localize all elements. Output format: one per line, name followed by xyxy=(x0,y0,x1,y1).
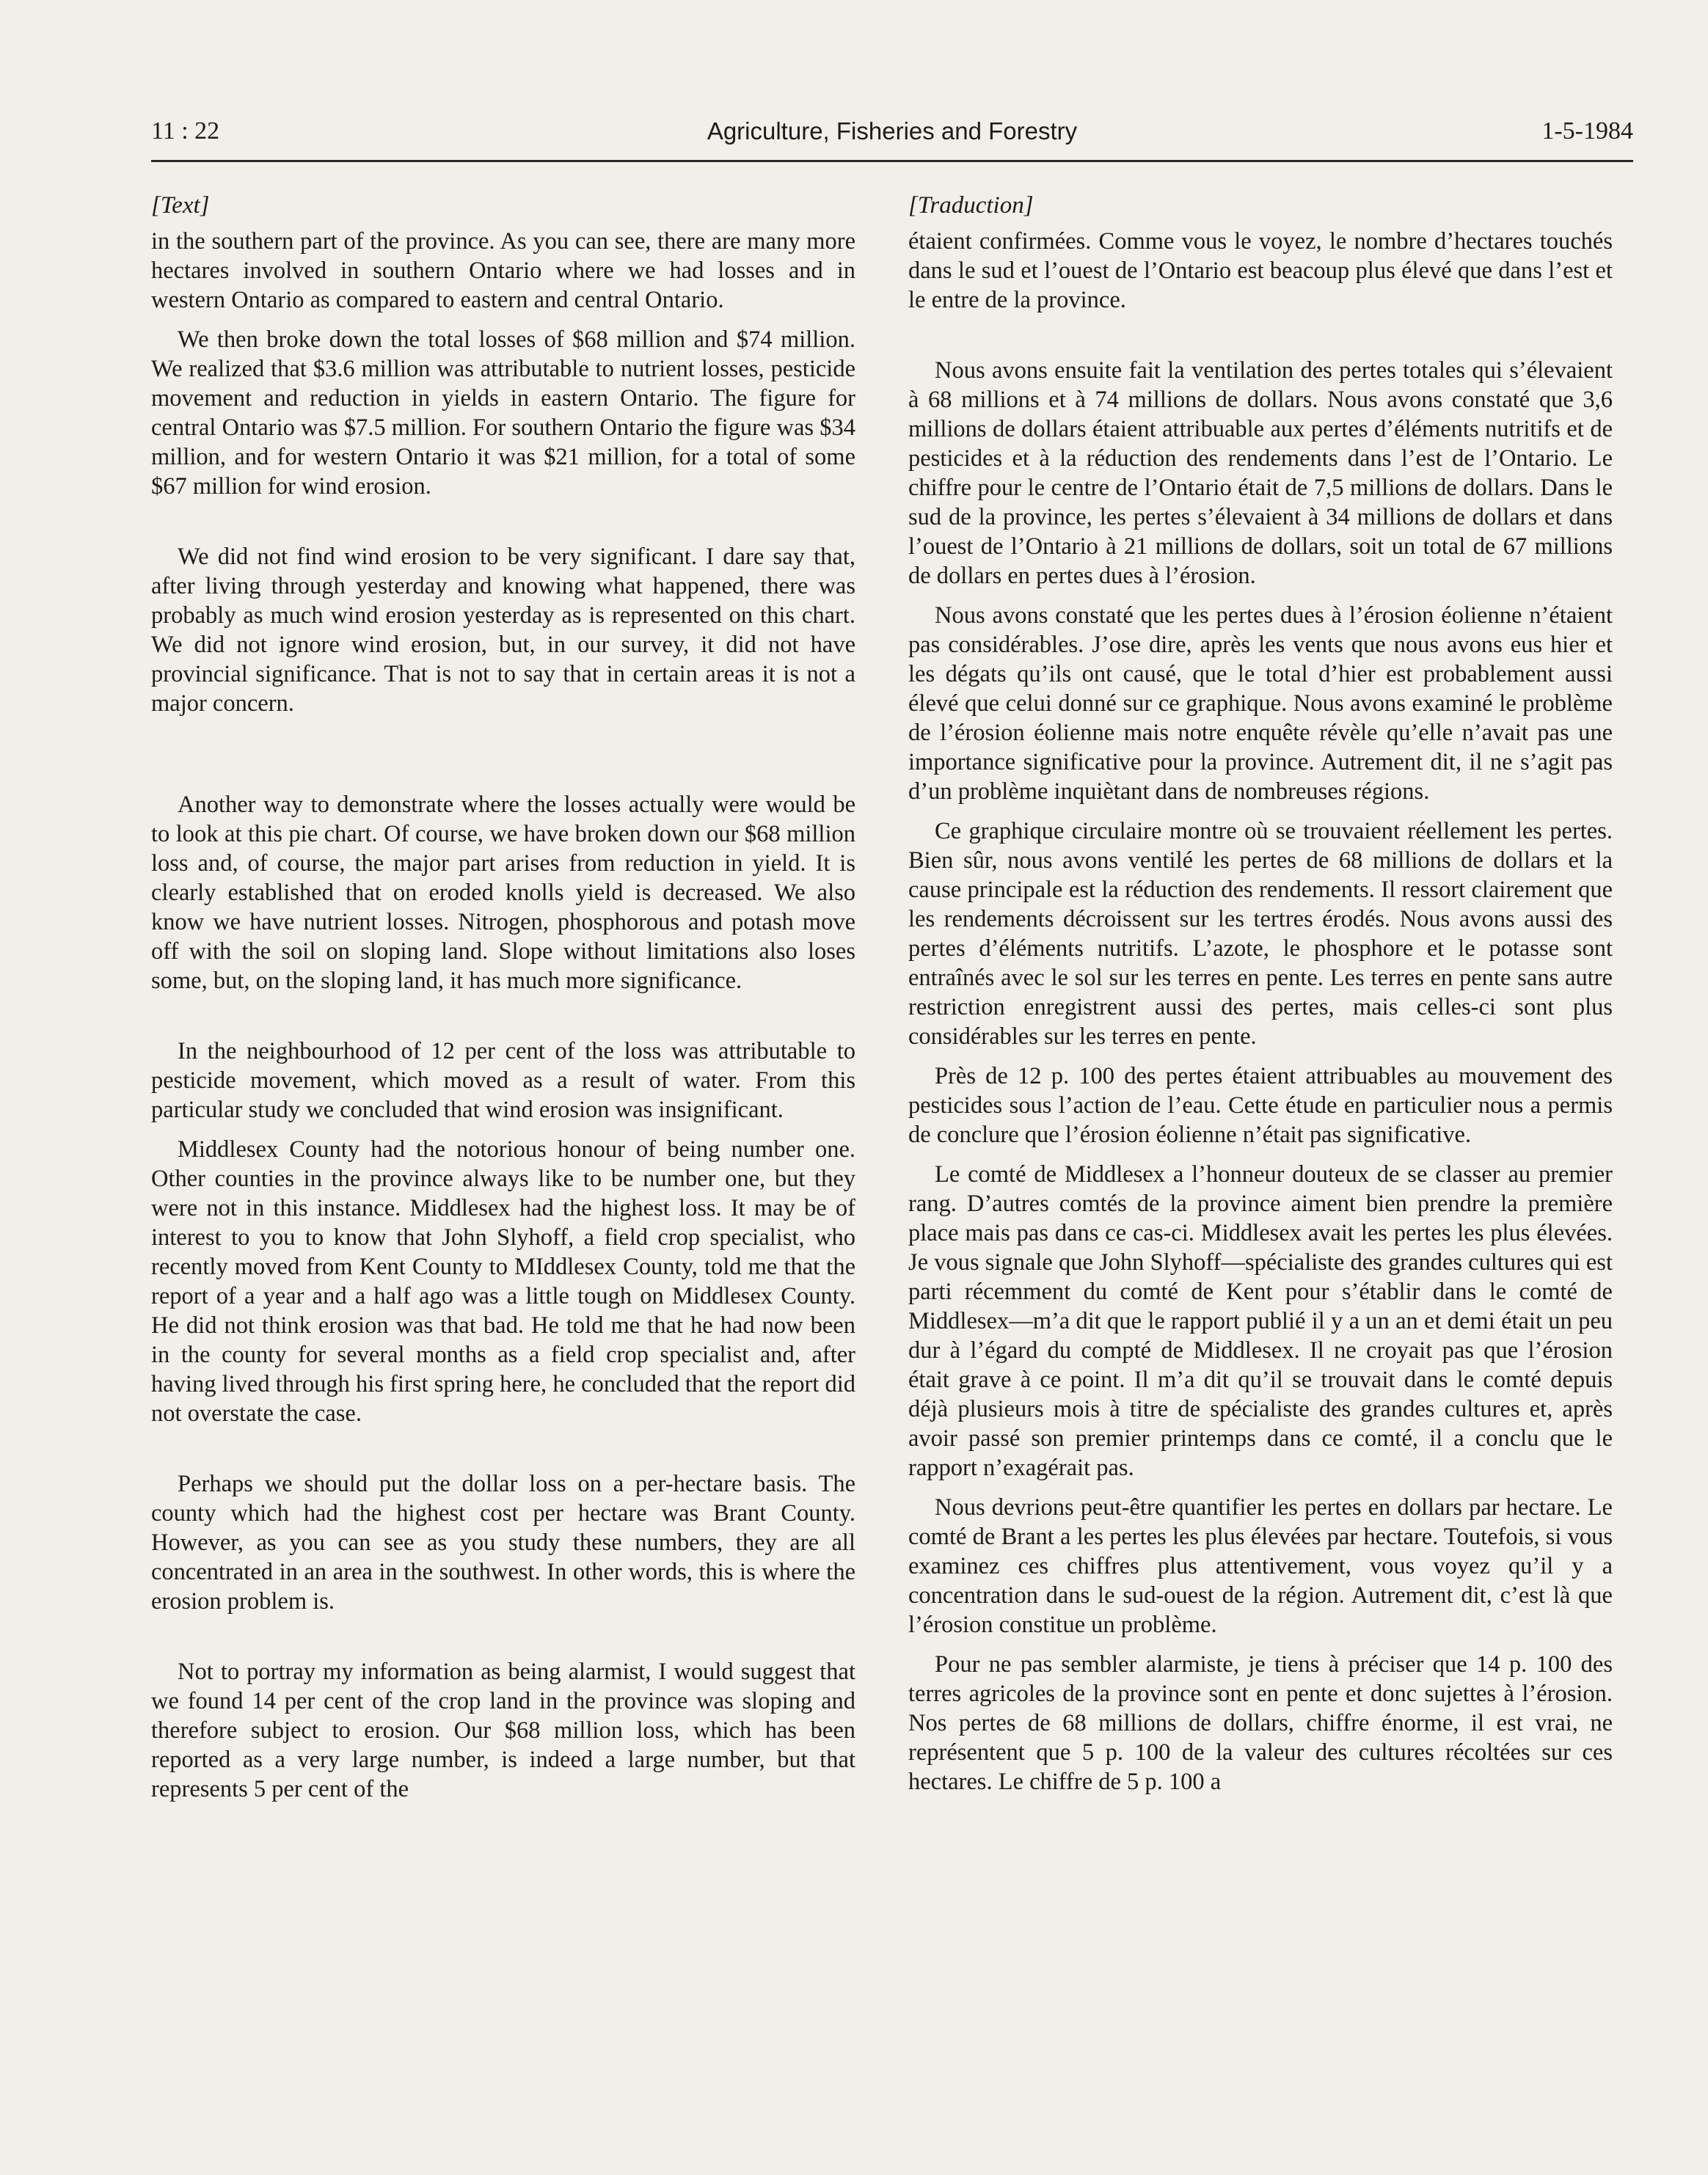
french-paragraph: étaient confirmées. Comme vous le voyez, le nombre d’hectares touchés dans le sud et l’ouest de l’Ontario est beacoup plus élevé que dans l’est et le entre de la province. xyxy=(908,228,1613,313)
page-number: 11 : 22 xyxy=(151,117,220,145)
page-header xyxy=(151,117,1633,161)
column-label-french: [Traduction] xyxy=(908,192,1034,219)
english-paragraph: We did not find wind erosion to be very significant. I dare say that, after living through yesterday and knowing what happened, there was probably as much wind erosion yesterday as is represented on this chart. We did not ignore wind erosion, but, in our survey, it did not have provincial significance. That is not to say that in certain areas it is not a major concern. xyxy=(151,544,855,717)
french-paragraph: Ce graphique circulaire montre où se trouvaient réellement les pertes. Bien sûr, nous avons ventilé les pertes de 68 millions de dollars et la cause principale est la réduction des rendements. Il ressort clairement que les rendements décroissent sur les tertres érodés. Nous avons aussi des pertes d’éléments nutritifs. L’azote, le phosphore et le potasse sont entraînés avec le sol sur les terres en pente. Les terres en pente sans autre restriction enregistrent aussi des pertes, mais celles-ci sont plus considérables sur les terres en pente. xyxy=(908,818,1613,1050)
french-paragraph: Le comté de Middlesex a l’honneur douteux de se classer au premier rang. D’autres comtés de la province aiment bien prendre la première place mais pas dans ce cas-ci. Middlesex avait les pertes les plus élevées. Je vous signale que John Slyhoff—spécialiste des grandes cultures qui est parti récemment du comté de Kent pour s’établir dans le comté de Middlesex—m’a dit que le rapport publié il y a un an et demi était un peu dur à l’égard du compté de Middlesex. Il ne croyait pas que l’érosion était grave à ce point. Il m’a dit qu’il se trouvait dans le comté depuis déjà plusieurs mois à titre de spécialiste des grandes cultures et, après avoir passé son premier printemps dans ce comté, il a conclu que le rapport n’exagérait pas. xyxy=(908,1161,1613,1481)
french-paragraph: Près de 12 p. 100 des pertes étaient attribuables au mouvement des pesticides sous l’action de l’eau. Cette étude en particulier nous a permis de conclure que l’érosion éolienne n’était pas significative. xyxy=(908,1063,1613,1148)
english-paragraph: Another way to demonstrate where the losses actually were would be to look at this pie chart. Of course, we have broken down our $68 million loss and, of course, the major part arises from reduction in yield. It is clearly established that on eroded knolls yield is decreased. We also know we have nutrient losses. Nitrogen, phosphorous and potash move off with the soil on sloping land. Slope without limitations also loses some, but, on the sloping land, it has much more significance. xyxy=(151,792,855,994)
english-paragraph: Middlesex County had the notorious honour of being number one. Other counties in the province always like to be number one, but they were not in this instance. Middlesex had the highest loss. It may be of interest to you to know that John Slyhoff, a field crop specialist, who recently moved from Kent County to MIddlesex County, told me that the report of a year and a half ago was a little tough on Middlesex County. He did not think erosion was that bad. He told me that he had now been in the county for several months as a field crop specialist and, after having lived through his first spring here, he concluded that the report did not overstate the case. xyxy=(151,1136,855,1427)
english-paragraph: Perhaps we should put the dollar loss on a per-hectare basis. The county which had the highest cost per hectare was Brant County. However, as you can see as you study these numbers, they are all concentrated in an area in the southwest. In other words, this is where the erosion problem is. xyxy=(151,1471,855,1615)
english-paragraph: We then broke down the total losses of $68 million and $74 million. We realized that $3.6 million was attributable to nutrient losses, pesticide movement and reduction in yields in eastern Ontario. The figure for central Ontario was $7.5 million. For southern Ontario the figure was $34 million, and for western Ontario it was $21 million, for a total of some $67 million for wind erosion. xyxy=(151,326,855,500)
english-paragraph: in the southern part of the province. As you can see, there are many more hectares involved in southern Ontario where we had losses and in western Ontario as compared to eastern and central Ontario. xyxy=(151,228,855,313)
french-paragraph: Nous devrions peut-être quantifier les pertes en dollars par hectare. Le comté de Brant a les pertes les plus élevées par hectare. Toutefois, si vous examinez ces chiffres plus attentivement, vous voyez qu’il y a concentration dans le sud-ouest de la région. Autrement dit, c’est là que l’érosion constitue un problème. xyxy=(908,1494,1613,1638)
french-paragraph: Nous avons constaté que les pertes dues à l’érosion éolienne n’étaient pas considérables. J’ose dire, après les vents que nous avons eus hier et les dégats qu’ils ont causé, que le total d’hier est probablement aussi élevé que celui donné sur ce graphique. Nous avons examiné le problème de l’érosion éolienne mais notre enquête révèle qu’elle n’avait pas une importance significative pour la province. Autrement dit, il ne s’agit pas d’un problème inquiètant dans de nombreuses régions. xyxy=(908,602,1613,805)
french-paragraph: Pour ne pas sembler alarmiste, je tiens à préciser que 14 p. 100 des terres agricoles de la province sont en pente et donc sujettes à l’érosion. Nos pertes de 68 millions de dollars, chiffre énorme, il est vrai, ne représentent que 5 p. 100 de la valeur des cultures récoltées sur ces hectares. Le chiffre de 5 p. 100 a xyxy=(908,1651,1613,1795)
page-date: 1-5-1984 xyxy=(1541,117,1633,145)
header-rule xyxy=(151,160,1633,162)
french-column xyxy=(908,192,1613,1796)
english-paragraph: In the neighbourhood of 12 per cent of the loss was attributable to pesticide movement, which moved as a result of water. From this particular study we concluded that wind erosion was insignificant. xyxy=(151,1038,855,1123)
committee-title: Agriculture, Fisheries and Forestry xyxy=(707,117,1078,145)
english-paragraph: Not to portray my information as being alarmist, I would suggest that we found 14 per cent of the crop land in the province was sloping and therefore subject to erosion. Our $68 million loss, which has been reported as a very large number, is indeed a large number, but that represents 5 per cent of the xyxy=(151,1659,855,1802)
french-paragraph: Nous avons ensuite fait la ventilation des pertes totales qui s’élevaient à 68 millions et à 74 millions de dollars. Nous avons constaté que 3,6 millions de dollars étaient attribuable aux pertes d’éléments nutritifs et de pesticides et à la réduction des rendements dans l’est de l’Ontario. Le chiffre pour le centre de l’Ontario était de 7,5 millions de dollars. Dans le sud de la province, les pertes s’élevaient à 34 millions de dollars et dans l’ouest de l’Ontario à 21 millions de dollars, soit un total de 67 millions de dollars en pertes dues à l’érosion. xyxy=(908,357,1613,589)
column-label-english: [Text] xyxy=(151,192,210,219)
english-column xyxy=(151,192,855,1804)
